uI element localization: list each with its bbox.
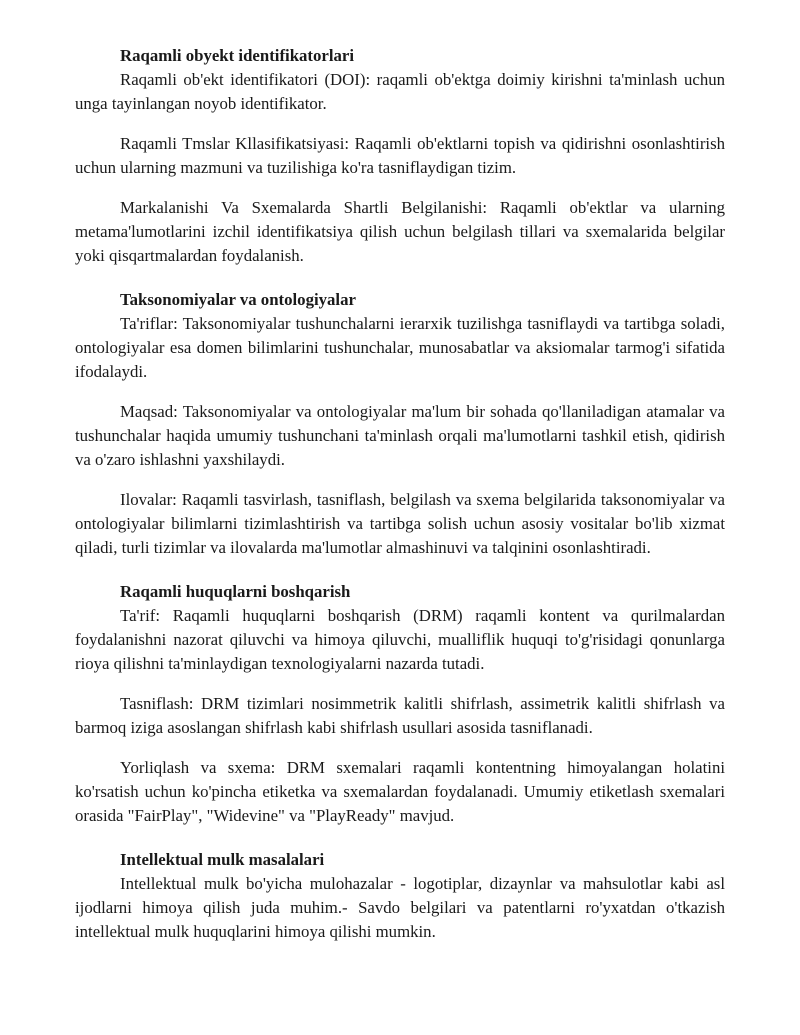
paragraph: Ilovalar: Raqamli tasvirlash, tasniflash, belgilash va sxema belgilarida taksonomiyalar va ontologiyalar bilimlarni tizimlashtirish va tartibga solish uchun asosiy vositalar bo'lib xizmat qiladi, turli tizimlar va ilovalarda ma'lumotlar almashinuvi va talqinini osonlashtiradi. — [75, 490, 725, 557]
section-doi — [75, 44, 725, 268]
paragraph: Ta'rif: Raqamli huquqlarni boshqarish (DRM) raqamli kontent va qurilmalardan foydalanishni nazorat qiluvchi va himoya qiluvchi, mualliflik huquqi to'g'risidagi qonunlarga rioya qilishni ta'minlaydigan texnologiyalarni nazarda tutadi. — [75, 606, 725, 673]
section-taxonomies — [75, 288, 725, 560]
section-heading: Intellektual mulk masalalari — [120, 850, 325, 869]
paragraph: Intellektual mulk bo'yicha mulohazalar - logotiplar, dizaynlar va mahsulotlar kabi asl ijodlarni himoya qilish juda muhim.- Savdo belgilari va patentlarni ro'yxatdan o'tkazish intellektual mulk huquqlarini himoya qilishi mumkin. — [75, 874, 725, 941]
document-page — [75, 44, 725, 960]
paragraph: Markalanishi Va Sxemalarda Shartli Belgilanishi: Raqamli ob'ektlar va ularning metama'lumotlarini izchil identifikatsiya qilish uchun belgilash tillari va sxemalarida belgilar yoki qisqartmalardan foydalanish. — [75, 198, 725, 265]
paragraph: Ta'riflar: Taksonomiyalar tushunchalarni ierarxik tuzilishga tasniflaydi va tartibga soladi, ontologiyalar esa domen bilimlarini tushunchalar, munosabatlar va aksiomalar tarmog'i sifatida ifodalaydi. — [75, 314, 725, 381]
paragraph: Raqamli Tmslar Kllasifikatsiyasi: Raqamli ob'ektlarni topish va qidirishni osonlashtirish uchun ularning mazmuni va tuzilishiga ko'ra tasniflaydigan tizim. — [75, 134, 725, 177]
paragraph: Maqsad: Taksonomiyalar va ontologiyalar ma'lum bir sohada qo'llaniladigan atamalar va tushunchalar haqida umumiy tushunchani ta'minlash orqali ma'lumotlarni tashkil etish, qidirish va o'zaro ishlashni yaxshilaydi. — [75, 402, 725, 469]
section-heading: Raqamli huquqlarni boshqarish — [120, 582, 351, 601]
paragraph: Tasniflash: DRM tizimlari nosimmetrik kalitli shifrlash, assimetrik kalitli shifrlash va barmoq iziga asoslangan shifrlash kabi shifrlash usullari asosida tasniflanadi. — [75, 694, 725, 737]
section-heading: Raqamli obyekt identifikatorlari — [120, 46, 355, 65]
paragraph: Raqamli ob'ekt identifikatori (DOI): raqamli ob'ektga doimiy kirishni ta'minlash uchun unga tayinlangan noyob identifikator. — [75, 70, 725, 113]
section-heading: Taksonomiyalar va ontologiyalar — [120, 290, 356, 309]
section-drm — [75, 580, 725, 828]
paragraph: Yorliqlash va sxema: DRM sxemalari raqamli kontentning himoyalangan holatini ko'rsatish uchun ko'pincha etiketka va sxemalardan foydalanadi. Umumiy etiketlash sxemalari orasida "FairPlay", "Widevine" va "PlayReady" mavjud. — [75, 758, 725, 825]
section-intellectual-property — [75, 848, 725, 944]
